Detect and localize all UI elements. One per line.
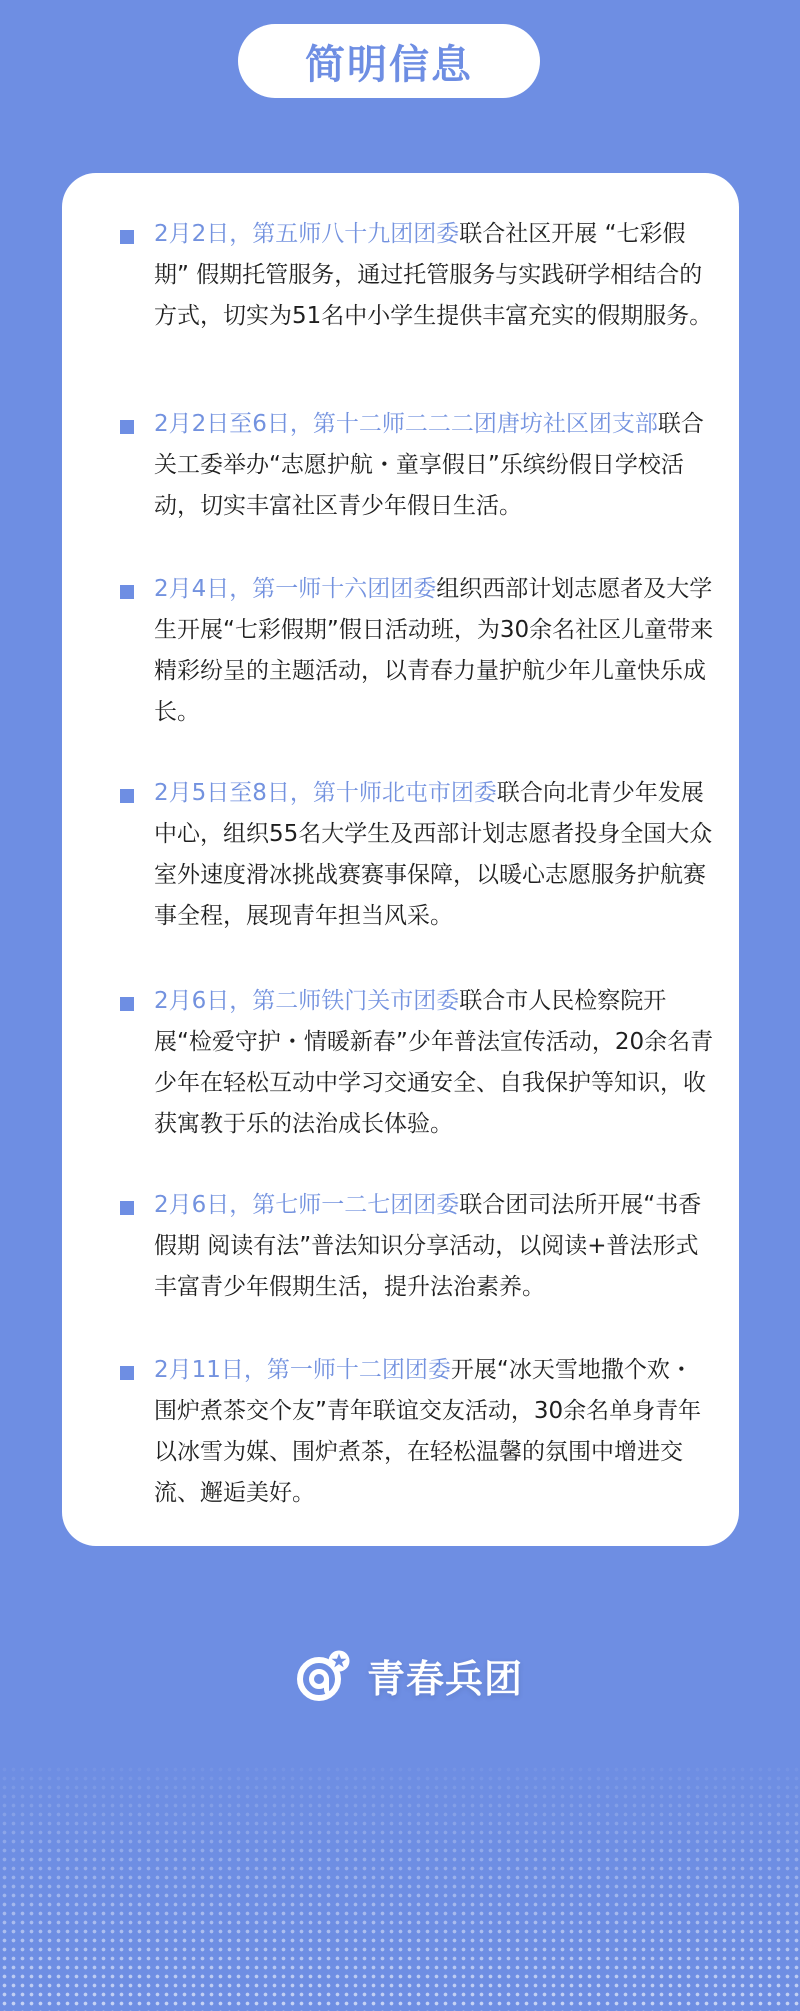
item-highlight: 2月6日，第二师铁门关市团委	[154, 988, 460, 1014]
section-title: 简明信息	[305, 41, 473, 88]
item-body: 开展“冰天雪地撒个欢・围炉煮茶交个友”青年联谊交友活动，30余名单身青年以冰雪为媒、围炉煮茶，在轻松温馨的氛围中增进交流、邂逅美好。	[154, 1357, 702, 1506]
square-bullet-icon	[120, 585, 134, 599]
item-highlight: 2月6日，第七师一二七团团委	[154, 1192, 460, 1218]
item-highlight: 2月4日，第一师十六团团委	[154, 576, 437, 602]
item-text	[154, 981, 714, 1145]
item-body: 联合向北青少年发展中心，组织55名大学生及西部计划志愿者投身全国大众室外速度滑冰挑战赛赛事保障，以暖心志愿服务护航赛事全程，展现青年担当风采。	[154, 780, 713, 929]
at-star-logo-icon	[295, 1649, 357, 1701]
item-text	[154, 404, 714, 527]
item-body: 组织西部计划志愿者及大学生开展“七彩假期”假日活动班，为30余名社区儿童带来精彩纷呈的主题活动，以青春力量护航少年儿童快乐成长。	[154, 576, 714, 725]
brand-logo	[254, 1645, 564, 1705]
item-highlight: 2月11日，第一师十二团团委	[154, 1357, 451, 1383]
info-card	[62, 173, 739, 1546]
item-highlight: 2月2日，第五师八十九团团委	[154, 221, 460, 247]
square-bullet-icon	[120, 789, 134, 803]
item-text	[154, 1185, 714, 1308]
item-body: 联合市人民检察院开展“检爱守护・情暖新春”少年普法宣传活动，20余名青少年在轻松互动中学习交通安全、自我保护等知识，收获寓教于乐的法治成长体验。	[154, 988, 714, 1137]
square-bullet-icon	[120, 997, 134, 1011]
item-text	[154, 1350, 714, 1514]
section-title-pill	[238, 24, 540, 98]
square-bullet-icon	[120, 1201, 134, 1215]
halftone-dot-pattern	[0, 1765, 800, 2011]
item-highlight: 2月2日至6日，第十二师二二二团唐坊社区团支部	[154, 411, 658, 437]
brand-name: 青春兵团	[366, 1656, 523, 1701]
square-bullet-icon	[120, 1366, 134, 1380]
item-body: 联合关工委举办“志愿护航・童享假日”乐缤纷假日学校活动，切实丰富社区青少年假日生活。	[154, 411, 704, 519]
item-text	[154, 773, 714, 937]
square-bullet-icon	[120, 420, 134, 434]
item-body: 联合团司法所开展“书香假期 阅读有法”普法知识分享活动，以阅读+普法形式丰富青少年假期生活，提升法治素养。	[154, 1192, 702, 1300]
item-body: 联合社区开展 “七彩假期” 假期托管服务，通过托管服务与实践研学相结合的方式，切实为51名中小学生提供丰富充实的假期服务。	[154, 221, 713, 329]
square-bullet-icon	[120, 230, 134, 244]
item-highlight: 2月5日至8日，第十师北屯市团委	[154, 780, 497, 806]
item-text	[154, 569, 714, 733]
item-text	[154, 214, 714, 337]
